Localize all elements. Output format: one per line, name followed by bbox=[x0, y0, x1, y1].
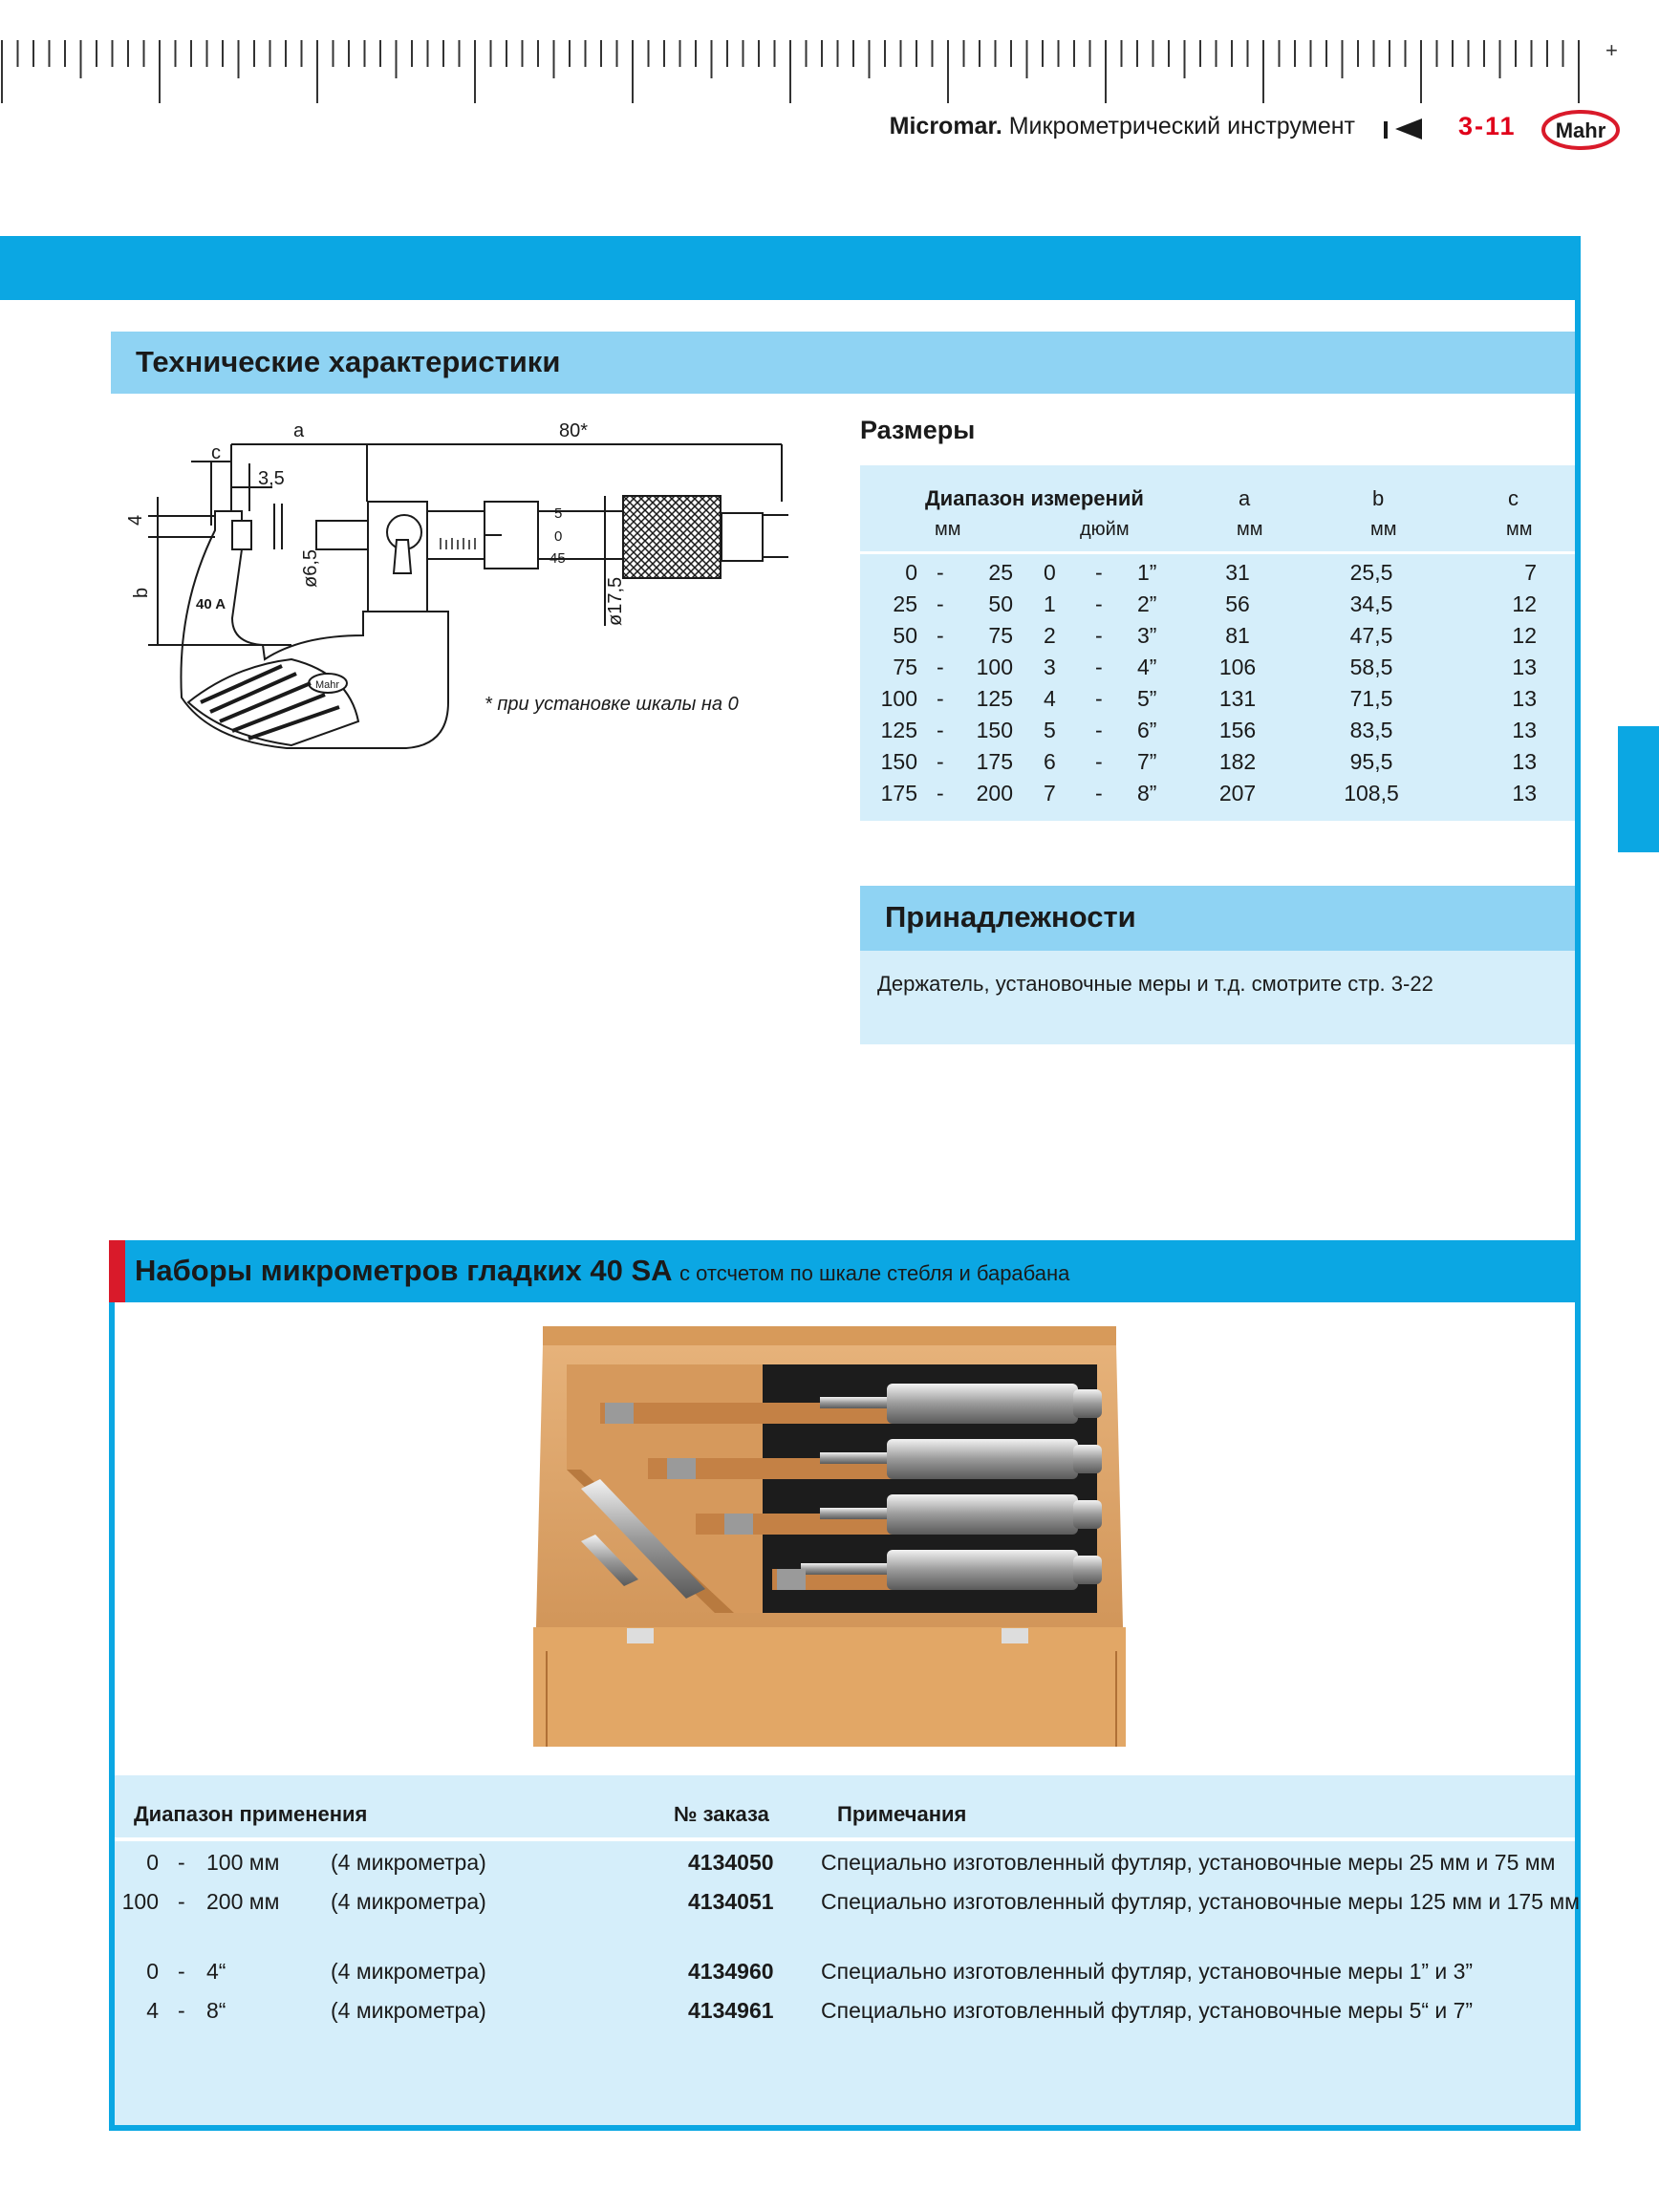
tech-section-bar bbox=[111, 332, 1575, 394]
dims-dash: - bbox=[1095, 749, 1103, 774]
sets-title-text: Наборы микрометров гладких 40 SA bbox=[135, 1254, 672, 1287]
dim-label-4: 4 bbox=[125, 514, 146, 526]
dims-mm-from: 0 bbox=[905, 560, 917, 585]
dims-c: 12 bbox=[1512, 623, 1537, 648]
dims-mm-to: 100 bbox=[976, 655, 1013, 679]
dims-in-from: 3 bbox=[1044, 655, 1056, 679]
dims-in-from: 6 bbox=[1044, 749, 1056, 774]
dims-dash: - bbox=[937, 718, 944, 742]
dims-c: 13 bbox=[1512, 718, 1537, 742]
dims-row bbox=[860, 560, 1575, 591]
dims-in-from: 5 bbox=[1044, 718, 1056, 742]
dims-c: 13 bbox=[1512, 686, 1537, 711]
dims-b: 83,5 bbox=[1349, 718, 1393, 742]
dims-in-from: 7 bbox=[1044, 781, 1056, 805]
dims-a: 131 bbox=[1218, 686, 1257, 711]
dims-in-to: 5” bbox=[1137, 686, 1157, 711]
mahr-logo-text: Mahr bbox=[1555, 118, 1606, 142]
header-title-text: Микрометрический инструмент bbox=[1008, 113, 1355, 140]
order-note: Специально изготовленный футляр, установочные меры 25 мм и 75 мм bbox=[821, 1850, 1556, 1875]
dim-label-17-5: ø17,5 bbox=[605, 576, 626, 626]
dims-a: 81 bbox=[1225, 623, 1250, 648]
dims-c: 13 bbox=[1512, 655, 1537, 679]
dims-mm-to: 200 bbox=[976, 781, 1013, 805]
accessories-body bbox=[860, 951, 1575, 1044]
thimble-scale-45: 45 bbox=[549, 550, 566, 567]
order-range-dash: - bbox=[178, 1850, 185, 1875]
dims-title: Размеры bbox=[860, 416, 976, 444]
order-range-dash: - bbox=[178, 1889, 185, 1914]
dims-unit-b: мм bbox=[1370, 519, 1397, 540]
registration-mark-text: + bbox=[1605, 38, 1618, 62]
order-number: 4134051 bbox=[688, 1889, 774, 1914]
dims-row bbox=[860, 623, 1575, 655]
order-range-to: 4“ bbox=[206, 1959, 226, 1984]
micrometer-set-photo bbox=[524, 1326, 1131, 1756]
order-range-from: 4 bbox=[146, 1998, 159, 2023]
dims-a: 56 bbox=[1225, 591, 1250, 616]
dims-b: 108,5 bbox=[1344, 781, 1399, 805]
dims-b: 34,5 bbox=[1349, 591, 1393, 616]
dims-dash: - bbox=[1095, 560, 1103, 585]
dims-dash: - bbox=[937, 749, 944, 774]
dims-mm-to: 125 bbox=[976, 686, 1013, 711]
dims-in-to: 3” bbox=[1137, 623, 1157, 648]
dims-mm-to: 175 bbox=[976, 749, 1013, 774]
dims-mm-to: 50 bbox=[988, 591, 1013, 616]
order-row bbox=[115, 1850, 1575, 1884]
dim-label-3-5: 3,5 bbox=[258, 468, 285, 489]
dims-header-b: b bbox=[1372, 486, 1385, 510]
order-range-from: 100 bbox=[121, 1889, 159, 1914]
dims-dash: - bbox=[937, 781, 944, 805]
dims-a: 106 bbox=[1218, 655, 1257, 679]
frame-label-40a: 40 A bbox=[196, 596, 226, 612]
dims-c: 12 bbox=[1512, 591, 1537, 616]
dims-b: 95,5 bbox=[1349, 749, 1393, 774]
drawing-footnote: * при установке шкалы на 0 bbox=[485, 694, 739, 715]
dims-in-from: 2 bbox=[1044, 623, 1056, 648]
order-range-to: 100 мм bbox=[206, 1850, 280, 1875]
dims-mm-from: 50 bbox=[893, 623, 917, 648]
dims-b: 71,5 bbox=[1349, 686, 1393, 711]
order-number: 4134050 bbox=[688, 1850, 774, 1875]
dims-row bbox=[860, 718, 1575, 749]
dims-mm-from: 175 bbox=[880, 781, 917, 805]
sets-subtitle: с отсчетом по шкале стебля и барабана bbox=[679, 1261, 1070, 1285]
frame-logo-text: Mahr bbox=[315, 679, 340, 691]
order-header-divider bbox=[115, 1837, 1575, 1841]
dims-row bbox=[860, 781, 1575, 812]
dims-table bbox=[860, 465, 1575, 821]
dims-c: 7 bbox=[1524, 560, 1537, 585]
dims-mm-from: 125 bbox=[880, 718, 917, 742]
sets-title bbox=[135, 1254, 1069, 1288]
dims-dash: - bbox=[1095, 655, 1103, 679]
dim-label-80: 80* bbox=[559, 420, 589, 441]
dims-row bbox=[860, 686, 1575, 718]
dims-mm-to: 150 bbox=[976, 718, 1013, 742]
dims-in-from: 0 bbox=[1044, 560, 1056, 585]
dims-in-to: 2” bbox=[1137, 591, 1157, 616]
dims-unit-a: мм bbox=[1237, 519, 1263, 540]
order-note: Специально изготовленный футляр, установочные меры 125 мм и 175 мм bbox=[821, 1889, 1580, 1914]
dim-label-b: b bbox=[131, 587, 152, 598]
ruler-scale bbox=[0, 38, 1586, 105]
dims-b: 25,5 bbox=[1349, 560, 1393, 585]
dims-row bbox=[860, 655, 1575, 686]
accessories-title: Принадлежности bbox=[885, 900, 1136, 934]
dims-dash: - bbox=[937, 623, 944, 648]
dims-c: 13 bbox=[1512, 781, 1537, 805]
dim-label-6-5: ø6,5 bbox=[300, 548, 321, 588]
dims-in-from: 1 bbox=[1044, 591, 1056, 616]
header-title bbox=[890, 113, 1355, 140]
dims-dash: - bbox=[1095, 591, 1103, 616]
dims-a: 182 bbox=[1218, 749, 1257, 774]
order-count: (4 микрометра) bbox=[331, 1998, 486, 2023]
dims-mm-from: 25 bbox=[893, 591, 917, 616]
sets-red-marker bbox=[109, 1240, 125, 1302]
dim-label-a: a bbox=[293, 420, 305, 441]
dims-b: 58,5 bbox=[1349, 655, 1393, 679]
thimble-scale-0: 0 bbox=[554, 528, 563, 545]
order-row bbox=[115, 1889, 1580, 1923]
dims-header-c: c bbox=[1508, 486, 1519, 510]
mahr-logo bbox=[1540, 109, 1621, 151]
order-count: (4 микрометра) bbox=[331, 1850, 486, 1875]
order-number: 4134961 bbox=[688, 1998, 774, 2023]
thimble-scale-5: 5 bbox=[554, 505, 563, 522]
dims-dash: - bbox=[937, 560, 944, 585]
order-header-notes: Примечания bbox=[837, 1802, 967, 1826]
side-tab-marker bbox=[1618, 726, 1659, 852]
accessories-bar bbox=[860, 886, 1575, 951]
dims-dash: - bbox=[937, 591, 944, 616]
frame-bottom-border bbox=[109, 2125, 1581, 2131]
accessories-text: Держатель, установочные меры и т.д. смотрите стр. 3-22 bbox=[877, 972, 1433, 996]
order-count: (4 микрометра) bbox=[331, 1959, 486, 1984]
dims-header-a: a bbox=[1239, 486, 1251, 510]
page-number: 3-11 bbox=[1458, 112, 1517, 140]
order-table bbox=[115, 1775, 1580, 2125]
dims-in-to: 4” bbox=[1137, 655, 1157, 679]
dims-dash: - bbox=[937, 655, 944, 679]
dims-b: 47,5 bbox=[1349, 623, 1393, 648]
dims-dash: - bbox=[1095, 781, 1103, 805]
order-count: (4 микрометра) bbox=[331, 1889, 486, 1914]
order-header-order: № заказа bbox=[674, 1802, 769, 1826]
dims-mm-to: 25 bbox=[988, 560, 1013, 585]
micrometer-drawing bbox=[119, 416, 788, 760]
frame-right-border bbox=[1575, 236, 1581, 2131]
order-range-to: 200 мм bbox=[206, 1889, 280, 1914]
dims-header-mm: мм bbox=[935, 519, 961, 540]
order-range-dash: - bbox=[178, 1959, 185, 1984]
order-note: Специально изготовленный футляр, установочные меры 5“ и 7” bbox=[821, 1998, 1474, 2023]
dims-dash: - bbox=[937, 686, 944, 711]
order-row bbox=[115, 1998, 1575, 2032]
dims-a: 156 bbox=[1218, 718, 1257, 742]
order-row bbox=[115, 1959, 1575, 1993]
dim-label-c: c bbox=[211, 442, 221, 463]
header-brand: Micromar. bbox=[889, 113, 1002, 140]
order-header-range: Диапазон применения bbox=[134, 1802, 368, 1826]
arrow-left-icon bbox=[1384, 116, 1424, 142]
dims-mm-from: 75 bbox=[893, 655, 917, 679]
tech-section-title: Технические характеристики bbox=[136, 345, 561, 378]
order-note: Специально изготовленный футляр, установочные меры 1” и 3” bbox=[821, 1959, 1474, 1984]
order-range-dash: - bbox=[178, 1998, 185, 2023]
dims-unit-c: мм bbox=[1506, 519, 1533, 540]
order-range-from: 0 bbox=[146, 1959, 159, 1984]
dims-mm-from: 150 bbox=[880, 749, 917, 774]
dims-header-inch: дюйм bbox=[1080, 519, 1130, 540]
dims-mm-to: 75 bbox=[988, 623, 1013, 648]
dims-in-to: 1” bbox=[1137, 560, 1157, 585]
dims-header-divider bbox=[860, 551, 1575, 554]
dims-c: 13 bbox=[1512, 749, 1537, 774]
dims-a: 31 bbox=[1225, 560, 1250, 585]
dims-in-to: 7” bbox=[1137, 749, 1157, 774]
order-number: 4134960 bbox=[688, 1959, 774, 1984]
dims-a: 207 bbox=[1218, 781, 1257, 805]
dims-mm-from: 100 bbox=[880, 686, 917, 711]
dims-dash: - bbox=[1095, 686, 1103, 711]
dims-in-to: 6” bbox=[1137, 718, 1157, 742]
order-range-to: 8“ bbox=[206, 1998, 226, 2023]
frame-top-band bbox=[0, 236, 1581, 300]
dims-header-range: Диапазон измерений bbox=[925, 486, 1144, 510]
dims-row bbox=[860, 591, 1575, 623]
dims-dash: - bbox=[1095, 718, 1103, 742]
dims-dash: - bbox=[1095, 623, 1103, 648]
dims-in-from: 4 bbox=[1044, 686, 1056, 711]
dims-in-to: 8” bbox=[1137, 781, 1157, 805]
dims-row bbox=[860, 749, 1575, 781]
order-range-from: 0 bbox=[146, 1850, 159, 1875]
